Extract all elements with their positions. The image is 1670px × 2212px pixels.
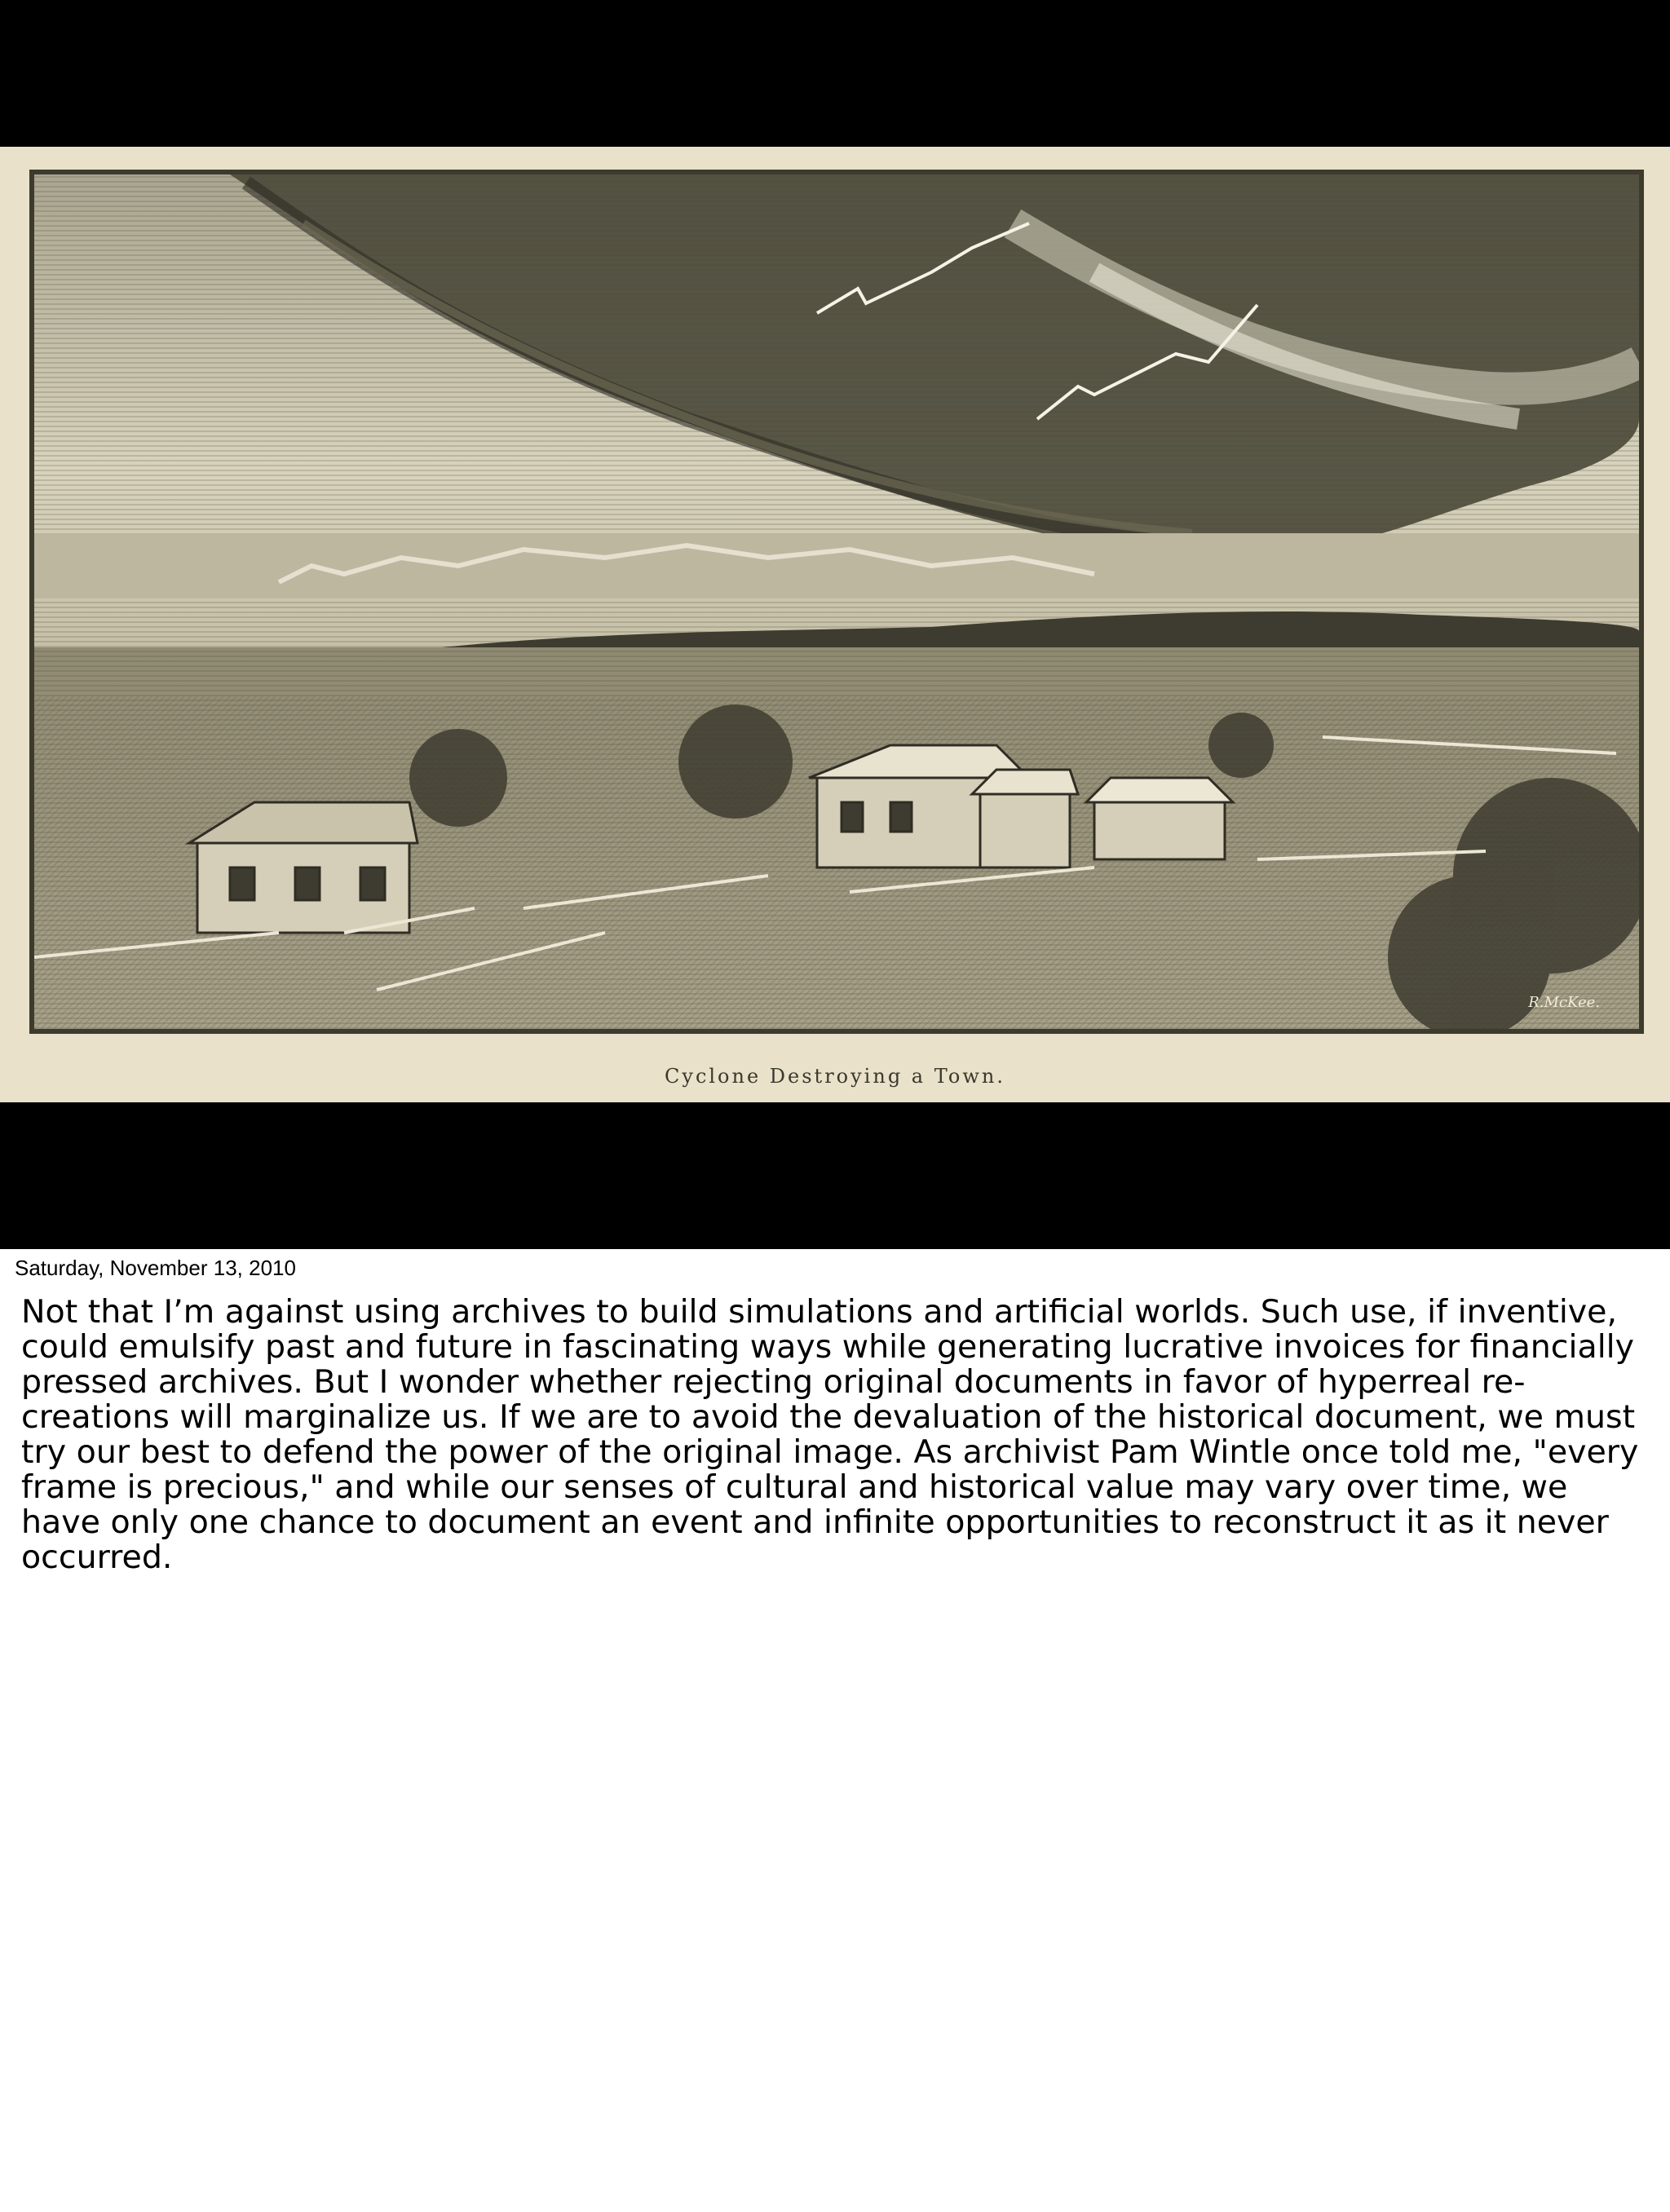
image-caption: Cyclone Destroying a Town. <box>665 1065 1005 1088</box>
house-left <box>189 802 418 933</box>
house-right <box>1086 778 1233 859</box>
engraving-image <box>29 170 1644 1034</box>
engraver-signature: R.McKee. <box>1528 994 1600 1011</box>
engraving-plate <box>0 147 1670 1102</box>
notes-date: Saturday, November 13, 2010 <box>15 1256 296 1280</box>
speaker-notes: Not that I’m against using archives to build simulations and artificial worlds. Such use, if inventive, could emulsify past and future in fascinating ways while generating lucrative invoices for financially pressed archives. But I wonder whether rejecting original documents in favor of hyperreal re-creations will marginalize us. If we are to avoid the devaluation of the historical document, we must try our best to defend the power of the original image. As archivist Pam Wintle once told me, "every frame is precious," and while our senses of cultural and historical value may vary over time, we have only one chance to document an event and infinite opportunities to reconstruct it as it never occurred. <box>21 1293 1639 1576</box>
cyclone-illustration <box>34 174 1639 1029</box>
